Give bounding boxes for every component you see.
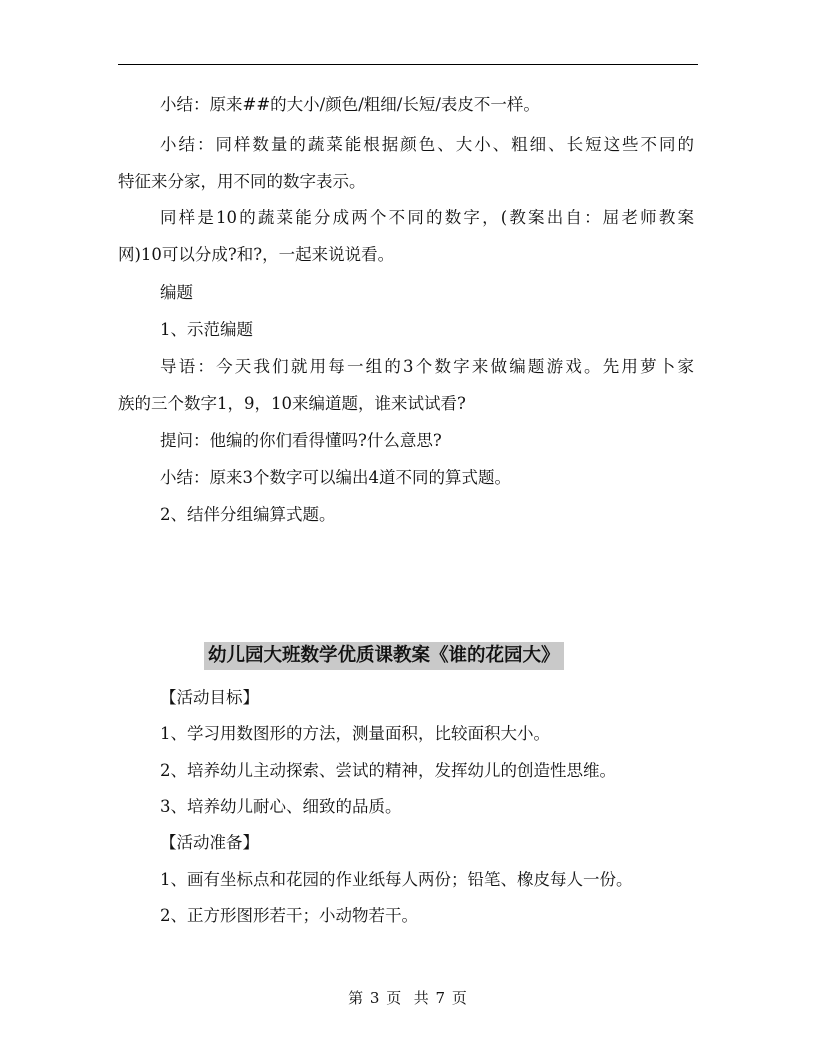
goal-item-2: 2、培养幼儿主动探索、尝试的精神，发挥幼儿的创造性思维。 [160, 761, 616, 780]
paragraph-question: 提问：他编的你们看得懂吗?什么意思? [160, 431, 442, 450]
goal-item-1: 1、学习用数图形的方法，测量面积，比较面积大小。 [160, 724, 550, 743]
paragraph-summary-1: 小结：原来##的大小/颜色/粗细/长短/表皮不一样。 [160, 95, 540, 114]
paragraph-split-line-1: 同样是10的蔬菜能分成两个不同的数字，(教案出自：屈老师教案 [160, 208, 694, 227]
goal-item-3: 3、培养幼儿耐心、细致的品质。 [160, 797, 402, 816]
prep-item-2: 2、正方形图形若干；小动物若干。 [160, 906, 418, 925]
section-heading-goals: 【活动目标】 [160, 688, 259, 707]
paragraph-summary-3: 小结：原来3个数字可以编出4道不同的算式题。 [160, 468, 511, 487]
lesson-title: 幼儿园大班数学优质课教案《谁的花园大》 [204, 642, 564, 670]
page-footer [0, 988, 816, 1008]
total-page-count: 7 [435, 989, 447, 1007]
current-page-number: 3 [369, 989, 381, 1007]
footer-suffix: 页 [451, 989, 468, 1007]
paragraph-intro-line-1: 导语：今天我们就用每一组的3个数字来做编题游戏。先用萝卜家 [160, 357, 694, 376]
list-item-demo: 1、示范编题 [160, 320, 253, 339]
section-heading-prep: 【活动准备】 [160, 833, 259, 852]
prep-item-1: 1、画有坐标点和花园的作业纸每人两份；铅笔、橡皮每人一份。 [160, 870, 633, 889]
paragraph-intro-line-2: 族的三个数字1，9，10来编道题，谁来试试看? [118, 394, 466, 413]
paragraph-split-line-2: 网)10可以分成?和?，一起来说说看。 [118, 245, 395, 264]
header-rule [118, 64, 698, 65]
footer-mid: 页 共 [386, 989, 430, 1007]
heading-compose: 编题 [160, 283, 193, 302]
footer-prefix: 第 [348, 989, 365, 1007]
list-item-group: 2、结伴分组编算式题。 [160, 505, 336, 524]
paragraph-summary-2-line-1: 小结：同样数量的蔬菜能根据颜色、大小、粗细、长短这些不同的 [160, 135, 694, 154]
paragraph-summary-2-line-2: 特征来分家，用不同的数字表示。 [118, 172, 366, 191]
